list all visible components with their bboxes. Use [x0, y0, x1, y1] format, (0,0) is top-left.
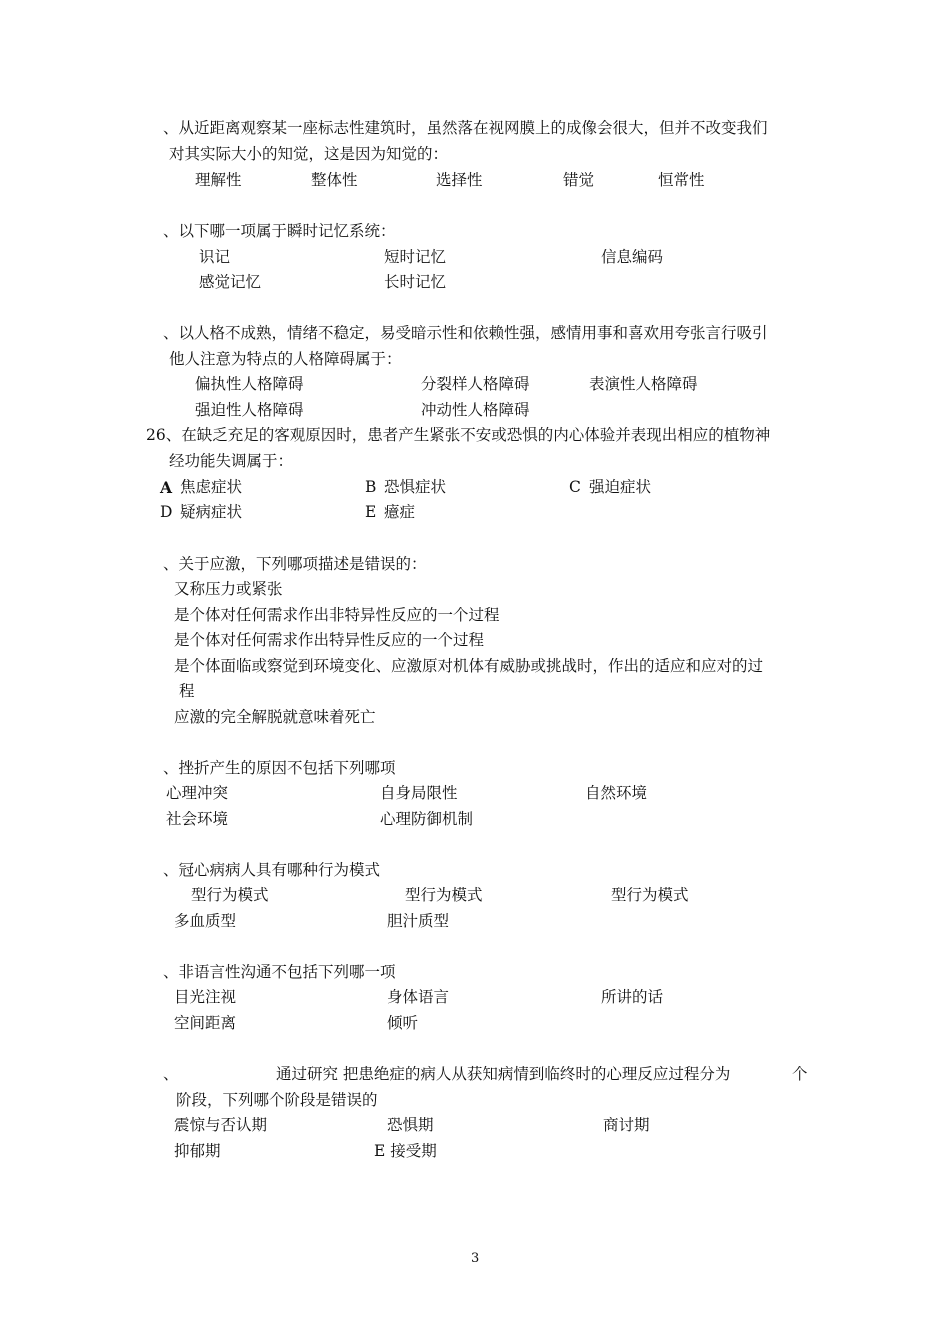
question-stem-line: 他人注意为特点的人格障碍属于： [169, 350, 402, 368]
option: 整体性 [311, 171, 358, 189]
question-stem-line: 、从近距离观察某一座标志性建筑时，虽然落在视网膜上的成像会很大，但并不改变我们 [163, 119, 768, 137]
option: 分裂样人格障碍 [421, 375, 530, 393]
question-stem-line: 、非语言性沟通不包括下列哪一项 [163, 963, 396, 981]
option: 倾听 [387, 1014, 419, 1032]
option: E 接受期 [374, 1142, 437, 1160]
page-number: 3 [471, 1251, 480, 1266]
question-stem-line: 26、在缺乏充足的客观原因时，患者产生紧张不安或恐惧的内心体验并表现出相应的植物神 [146, 426, 771, 444]
option: 短时记忆 [384, 248, 447, 266]
option: 是个体对任何需求作出特异性反应的一个过程 [174, 631, 485, 649]
option: 焦虑症状 [180, 478, 243, 496]
option: 社会环境 [166, 810, 229, 828]
option: 心理防御机制 [380, 810, 474, 828]
option: 冲动性人格障碍 [421, 401, 530, 419]
option: 型行为模式 [611, 886, 689, 904]
option-letter: D [160, 503, 173, 521]
question-stem-line: 、关于应激，下列哪项描述是错误的： [163, 555, 427, 573]
question-stem-line: 、 [163, 1065, 179, 1083]
option: 自然环境 [585, 784, 648, 802]
option: 程 [179, 682, 195, 700]
option: 感觉记忆 [199, 273, 262, 291]
option: 空间距离 [174, 1014, 237, 1032]
option: 自身局限性 [380, 784, 458, 802]
option: 偏执性人格障碍 [195, 375, 304, 393]
option: 震惊与否认期 [174, 1116, 268, 1134]
option: 识记 [199, 248, 231, 266]
option: 表演性人格障碍 [589, 375, 698, 393]
option: 疑病症状 [180, 503, 243, 521]
option: 胆汁质型 [387, 912, 450, 930]
option: 理解性 [195, 171, 242, 189]
option: 信息编码 [601, 248, 664, 266]
question-stem-line: 阶段，下列哪个阶段是错误的 [176, 1091, 378, 1109]
question-stem-line: 、以下哪一项属于瞬时记忆系统： [163, 222, 396, 240]
option: 型行为模式 [191, 886, 269, 904]
question-stem-line: 、挫折产生的原因不包括下列哪项 [163, 759, 396, 777]
option: 多血质型 [174, 912, 237, 930]
option: 商讨期 [603, 1116, 650, 1134]
option: 又称压力或紧张 [174, 580, 283, 598]
option: 恒常性 [658, 171, 705, 189]
option-letter: C [569, 478, 581, 496]
question-stem-line: 对其实际大小的知觉，这是因为知觉的： [169, 145, 449, 163]
option-letter: A [160, 478, 173, 497]
option: 所讲的话 [601, 988, 664, 1006]
option: 选择性 [436, 171, 483, 189]
option: 恐惧症状 [384, 478, 447, 496]
option-letter: B [365, 478, 377, 496]
question-stem-line: 经功能失调属于： [169, 452, 294, 470]
option: 应激的完全解脱就意味着死亡 [174, 708, 376, 726]
option: 强迫性人格障碍 [195, 401, 304, 419]
option: 强迫症状 [589, 478, 652, 496]
option: 长时记忆 [384, 273, 447, 291]
option: 癔症 [384, 503, 416, 521]
question-stem-line: 通过研究 把患绝症的病人从获知病情到临终时的心理反应过程分为 [276, 1065, 731, 1083]
option: 抑郁期 [174, 1142, 221, 1160]
option-letter: E [365, 503, 377, 521]
question-stem-line: 、以人格不成熟，情绪不稳定，易受暗示性和依赖性强，感情用事和喜欢用夸张言行吸引 [163, 324, 768, 342]
option: 恐惧期 [387, 1116, 434, 1134]
option: 是个体面临或察觉到环境变化、应激原对机体有威胁或挑战时，作出的适应和应对的过 [174, 657, 764, 675]
option: 身体语言 [387, 988, 450, 1006]
question-stem-line: 、冠心病病人具有哪种行为模式 [163, 861, 381, 879]
question-stem-line: 个 [792, 1065, 808, 1083]
option: 型行为模式 [405, 886, 483, 904]
option: 心理冲突 [166, 784, 229, 802]
option: 错觉 [563, 171, 595, 189]
option: 是个体对任何需求作出非特异性反应的一个过程 [174, 606, 500, 624]
option: 目光注视 [174, 988, 237, 1006]
